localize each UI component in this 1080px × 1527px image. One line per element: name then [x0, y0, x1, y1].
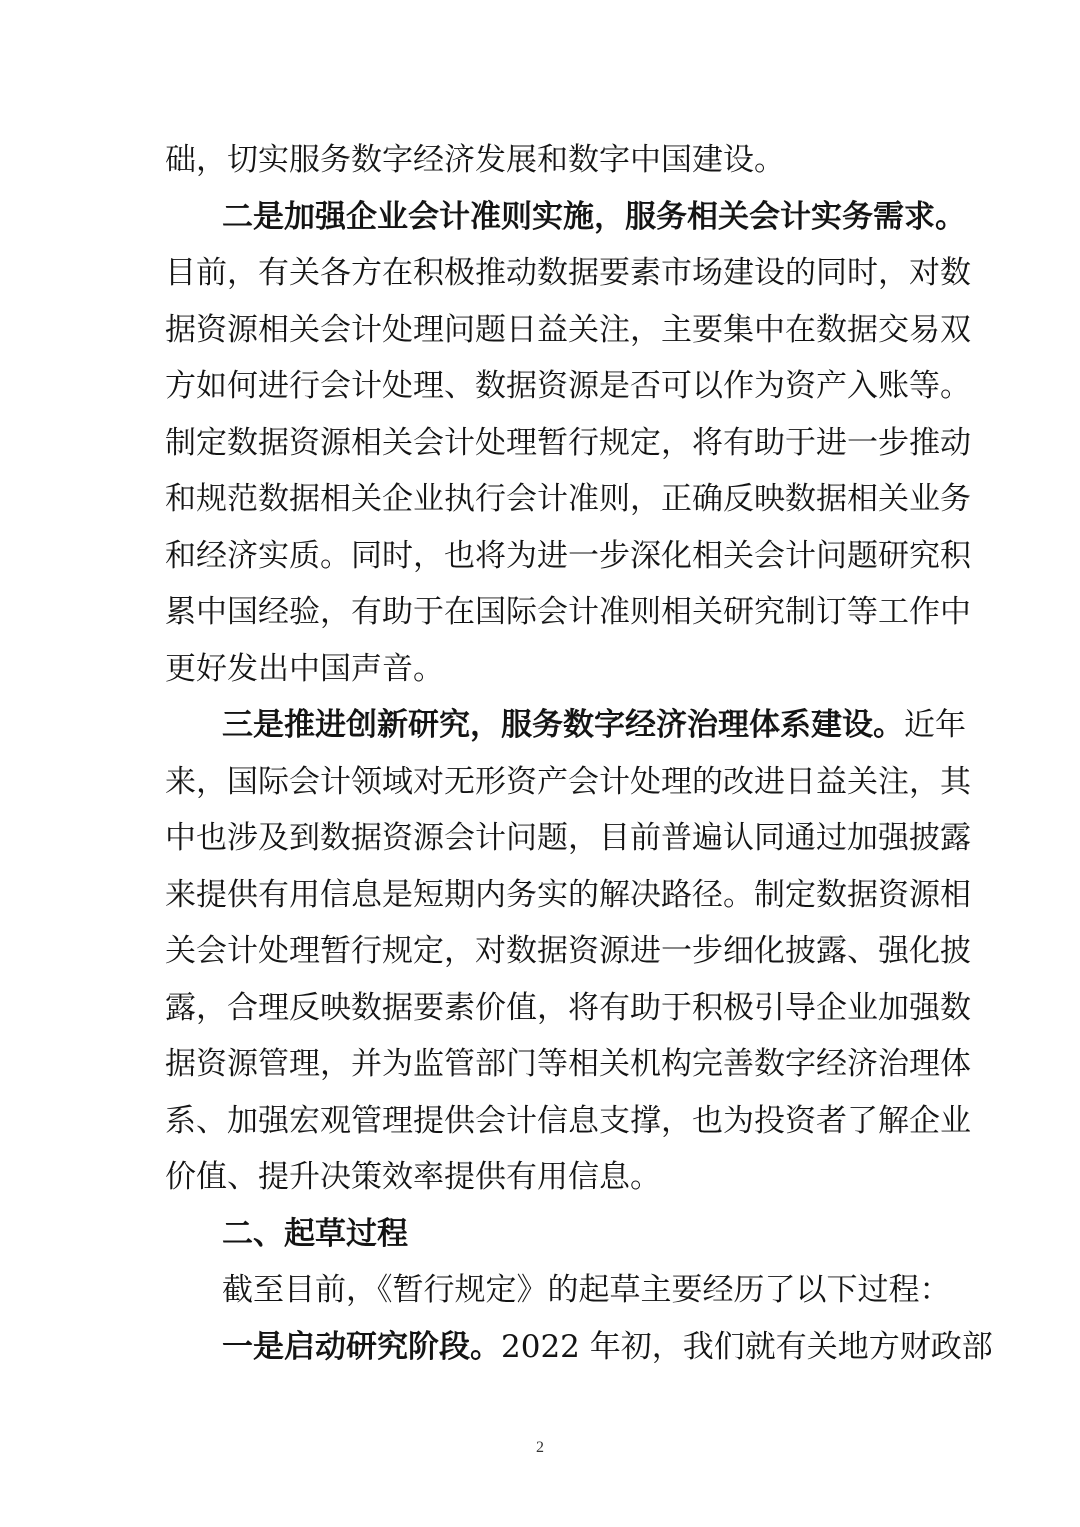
paragraph-line: 和经济实质。同时，也将为进一步深化相关会计问题研究积 — [165, 538, 971, 574]
section-heading: 二、起草过程 — [222, 1216, 408, 1252]
paragraph-line: 三是推进创新研究，服务数字经济治理体系建设。近年 — [222, 707, 966, 743]
paragraph-line: 一是启动研究阶段。2022 年初，我们就有关地方财政部 — [222, 1329, 993, 1365]
paragraph-line: 关会计处理暂行规定，对数据资源进一步细化披露、强化披 — [165, 933, 971, 969]
paragraph-line: 目前，有关各方在积极推动数据要素市场建设的同时，对数 — [165, 255, 971, 291]
paragraph-line: 中也涉及到数据资源会计问题，目前普遍认同通过加强披露 — [165, 820, 971, 856]
paragraph-line: 来，国际会计领域对无形资产会计处理的改进日益关注，其 — [165, 764, 971, 800]
paragraph-line: 累中国经验，有助于在国际会计准则相关研究制订等工作中 — [165, 594, 971, 630]
page-number: 2 — [536, 1439, 544, 1456]
paragraph-line: 截至目前，《暂行规定》的起草主要经历了以下过程： — [222, 1272, 951, 1308]
paragraph-line: 价值、提升决策效率提供有用信息。 — [165, 1159, 661, 1195]
paragraph-line: 系、加强宏观管理提供会计信息支撑，也为投资者了解企业 — [165, 1103, 971, 1139]
paragraph-line: 据资源相关会计处理问题日益关注，主要集中在数据交易双 — [165, 312, 971, 348]
paragraph-line: 据资源管理，并为监管部门等相关机构完善数字经济治理体 — [165, 1046, 971, 1082]
paragraph-line: 露，合理反映数据要素价值，将有助于积极引导企业加强数 — [165, 990, 971, 1026]
paragraph-line: 来提供有用信息是短期内务实的解决路径。制定数据资源相 — [165, 877, 971, 913]
paragraph-line: 础，切实服务数字经济发展和数字中国建设。 — [165, 142, 785, 178]
paragraph-line: 和规范数据相关企业执行会计准则，正确反映数据相关业务 — [165, 481, 971, 517]
paragraph-line: 制定数据资源相关会计处理暂行规定，将有助于进一步推动 — [165, 425, 971, 461]
paragraph-line: 二是加强企业会计准则实施，服务相关会计实务需求。 — [222, 199, 966, 235]
paragraph-line: 更好发出中国声音。 — [165, 651, 444, 687]
paragraph-line: 方如何进行会计处理、数据资源是否可以作为资产入账等。 — [165, 368, 971, 404]
